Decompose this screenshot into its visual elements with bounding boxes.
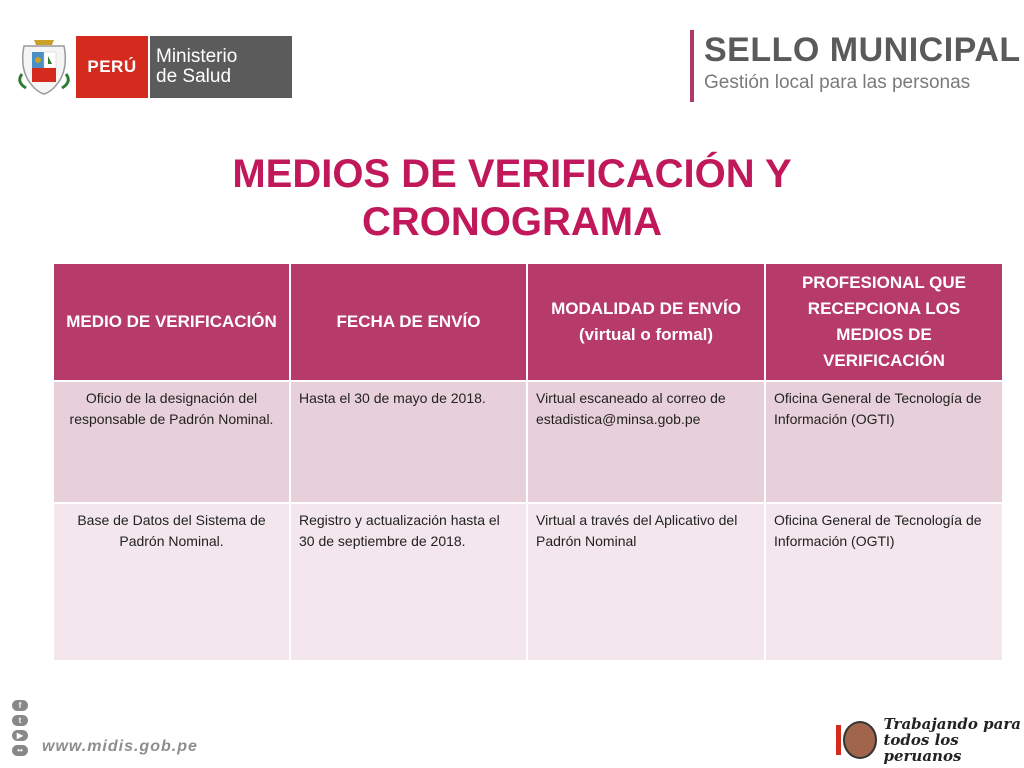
table-row bbox=[53, 503, 1003, 661]
table-cell: Base de Datos del Sistema de Padrón Nominal. bbox=[53, 503, 290, 661]
table-cell: Virtual a través del Aplicativo del Padrón Nominal bbox=[527, 503, 765, 661]
red-bar bbox=[836, 725, 841, 755]
table-cell: Hasta el 30 de mayo de 2018. bbox=[290, 381, 527, 503]
peru-coat-of-arms-icon bbox=[18, 36, 70, 98]
table-cell: Oficina General de Tecnología de Información (OGTI) bbox=[765, 503, 1003, 661]
table-cell: Registro y actualización hasta el 30 de septiembre de 2018. bbox=[290, 503, 527, 661]
flickr-icon[interactable]: •• bbox=[12, 745, 28, 756]
ministerio-line1: Ministerio bbox=[156, 46, 238, 67]
twitter-icon[interactable]: t bbox=[12, 715, 28, 726]
header-profesional: PROFESIONAL QUE RECEPCIONA LOS MEDIOS DE VERIFICACIÓN bbox=[765, 263, 1003, 381]
sello-title: SELLO MUNICIPAL bbox=[704, 31, 1021, 69]
sello-municipal-logo bbox=[690, 30, 1021, 102]
trabajando-logo bbox=[836, 716, 1024, 764]
slogan-line1: Trabajando para bbox=[883, 715, 1021, 733]
page-title-line1: MEDIOS DE VERIFICACIÓN Y bbox=[232, 152, 792, 196]
peru-label: PERÚ bbox=[76, 36, 148, 98]
portrait-icon bbox=[843, 721, 877, 759]
table-cell: Oficina General de Tecnología de Información (OGTI) bbox=[765, 381, 1003, 503]
table-cell: Virtual escaneado al correo de estadistica@minsa.gob.pe bbox=[527, 381, 765, 503]
header-medio: MEDIO DE VERIFICACIÓN bbox=[53, 263, 290, 381]
sello-subtitle: Gestión local para las personas bbox=[704, 72, 971, 93]
youtube-icon[interactable]: ▶ bbox=[12, 730, 28, 741]
verification-table bbox=[52, 262, 1004, 662]
minsa-logo bbox=[18, 34, 292, 100]
page-title-line2: CRONOGRAMA bbox=[362, 200, 662, 244]
slogan-line2: todos los peruanos bbox=[883, 731, 962, 765]
table-header-row bbox=[53, 263, 1003, 381]
facebook-icon[interactable]: f bbox=[12, 700, 28, 711]
ministerio-line2: de Salud bbox=[156, 66, 232, 87]
footer-url[interactable]: www.midis.gob.pe bbox=[42, 738, 198, 755]
table-row bbox=[53, 381, 1003, 503]
table-cell: Oficio de la designación del responsable de Padrón Nominal. bbox=[53, 381, 290, 503]
page-title bbox=[0, 150, 1024, 246]
slogan bbox=[883, 716, 1024, 764]
header-fecha: FECHA DE ENVÍO bbox=[290, 263, 527, 381]
header-modalidad: MODALIDAD DE ENVÍO (virtual o formal) bbox=[527, 263, 765, 381]
ministerio-label bbox=[148, 36, 292, 98]
social-icons bbox=[12, 700, 30, 760]
